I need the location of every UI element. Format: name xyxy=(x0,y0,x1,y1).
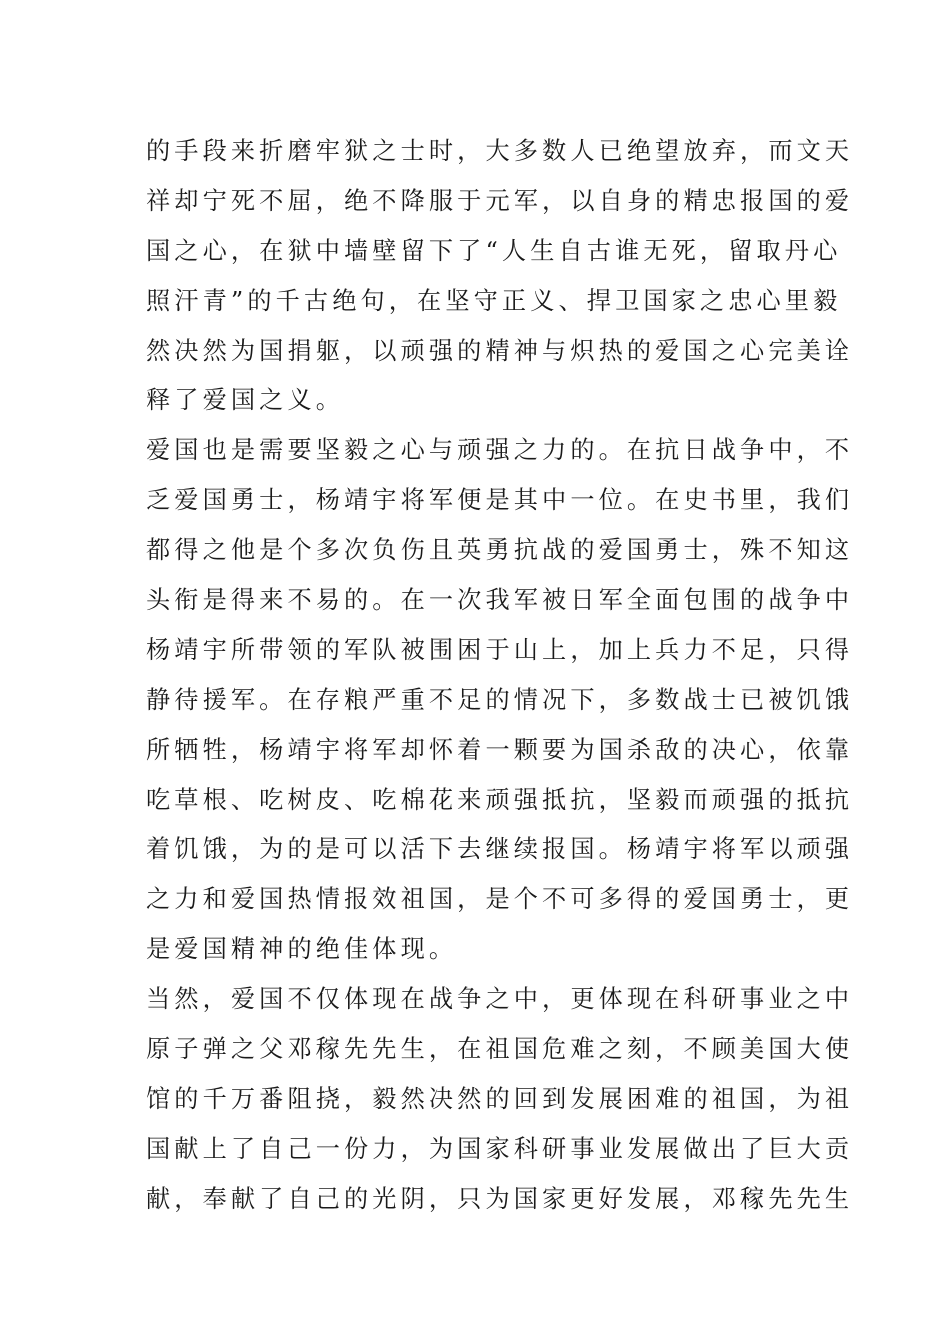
text-line: 静待援军。在存粮严重不足的情况下，多数战士已被饥饿 xyxy=(146,685,854,714)
text-line: 杨靖宇所带领的军队被围困于山上，加上兵力不足，只得 xyxy=(146,635,854,664)
text-line: 然决然为国捐躯，以顽强的精神与炽热的爱国之心完美诠 xyxy=(146,336,854,365)
text-line: 国之心，在狱中墙壁留下了“人生自古谁无死，留取丹心 xyxy=(146,236,842,265)
text-line: 祥却宁死不屈，绝不降服于元军，以自身的精忠报国的爱 xyxy=(146,186,854,215)
text-line: 所牺牲，杨靖宇将军却怀着一颗要为国杀敌的决心，依靠 xyxy=(146,735,854,764)
text-line: 献，奉献了自己的光阴，只为国家更好发展，邓稼先先生 xyxy=(146,1184,854,1213)
text-line: 当然，爱国不仅体现在战争之中，更体现在科研事业之中 xyxy=(146,985,854,1014)
text-line: 照汗青”的千古绝句，在坚守正义、捍卫国家之忠心里毅 xyxy=(146,286,842,315)
text-line: 的手段来折磨牢狱之士时，大多数人已绝望放弃，而文天 xyxy=(146,137,854,165)
text-line: 吃草根、吃树皮、吃棉花来顽强抵抗，坚毅而顽强的抵抗 xyxy=(146,785,854,814)
text-line: 爱国也是需要坚毅之心与顽强之力的。在抗日战争中，不 xyxy=(146,436,854,465)
text-line: 头衔是得来不易的。在一次我军被日军全面包围的战争中 xyxy=(146,586,854,615)
text-line: 之力和爱国热情报效祖国，是个不可多得的爱国勇士，更 xyxy=(146,885,854,914)
text-line: 着饥饿，为的是可以活下去继续报国。杨靖宇将军以顽强 xyxy=(146,835,854,864)
text-line: 乏爱国勇士，杨靖宇将军便是其中一位。在史书里，我们 xyxy=(146,486,854,515)
text-line: 原子弹之父邓稼先先生，在祖国危难之刻，不顾美国大使 xyxy=(146,1035,854,1064)
body-text xyxy=(146,127,854,1225)
text-line: 是爱国精神的绝佳体现。 xyxy=(146,935,458,964)
text-line: 馆的千万番阻挠，毅然决然的回到发展困难的祖国，为祖 xyxy=(146,1084,854,1113)
text-line: 国献上了自己一份力，为国家科研事业发展做出了巨大贡 xyxy=(146,1134,854,1163)
text-line: 释了爱国之义。 xyxy=(146,386,345,415)
text-line: 都得之他是个多次负伤且英勇抗战的爱国勇士，殊不知这 xyxy=(146,536,854,565)
